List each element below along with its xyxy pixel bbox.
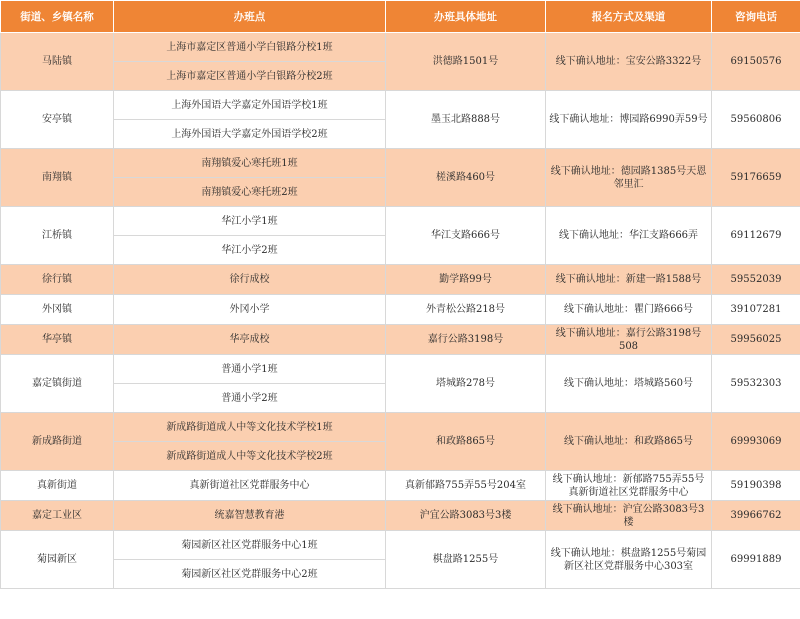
town-cell: 江桥镇 [1, 207, 114, 265]
signup-cell: 线下确认地址：宝安公路3322号 [546, 33, 712, 91]
site-cell: 华江小学2班 [114, 236, 386, 265]
table-row [1, 501, 800, 531]
address-cell: 嘉行公路3198号 [386, 325, 546, 355]
phone-cell: 59532303 [712, 355, 800, 413]
table-row [1, 471, 800, 501]
site-cell: 上海市嘉定区普通小学白银路分校2班 [114, 62, 386, 91]
site-cell: 新成路街道成人中等文化技术学校1班 [114, 413, 386, 442]
site-cell: 华江小学1班 [114, 207, 386, 236]
site-cell: 徐行成校 [114, 265, 386, 295]
address-cell: 墨玉北路888号 [386, 91, 546, 149]
table-row [1, 149, 800, 178]
signup-cell: 线下确认地址：棋盘路1255号菊园新区社区党群服务中心303室 [546, 531, 712, 589]
phone-cell: 59176659 [712, 149, 800, 207]
table-row [1, 265, 800, 295]
phone-cell: 69991889 [712, 531, 800, 589]
phone-cell: 59956025 [712, 325, 800, 355]
table-row [1, 33, 800, 62]
table-row [1, 91, 800, 120]
signup-cell: 线下确认地址：新建一路1588号 [546, 265, 712, 295]
town-cell: 嘉定工业区 [1, 501, 114, 531]
site-cell: 外冈小学 [114, 295, 386, 325]
site-cell: 南翔镇爱心寒托班1班 [114, 149, 386, 178]
town-cell: 菊园新区 [1, 531, 114, 589]
town-cell: 徐行镇 [1, 265, 114, 295]
header-town: 街道、乡镇名称 [1, 1, 114, 33]
phone-cell: 59190398 [712, 471, 800, 501]
table-row [1, 325, 800, 355]
site-cell: 上海市嘉定区普通小学白银路分校1班 [114, 33, 386, 62]
signup-cell: 线下确认地址：沪宜公路3083号3楼 [546, 501, 712, 531]
signup-cell: 线下确认地址：新郁路755弄55号真新街道社区党群服务中心 [546, 471, 712, 501]
header-site: 办班点 [114, 1, 386, 33]
site-cell: 菊园新区社区党群服务中心1班 [114, 531, 386, 560]
signup-cell: 线下确认地址：德园路1385号天恩邻里汇 [546, 149, 712, 207]
town-cell: 嘉定镇街道 [1, 355, 114, 413]
town-cell: 真新街道 [1, 471, 114, 501]
address-cell: 真新郁路755弄55号204室 [386, 471, 546, 501]
table-row [1, 531, 800, 560]
address-cell: 沪宜公路3083号3楼 [386, 501, 546, 531]
table-body [1, 33, 800, 589]
phone-cell: 39107281 [712, 295, 800, 325]
signup-cell: 线下确认地址：嘉行公路3198号508 [546, 325, 712, 355]
signup-cell: 线下确认地址：和政路865号 [546, 413, 712, 471]
header-phone: 咨询电话 [712, 1, 800, 33]
address-cell: 洪德路1501号 [386, 33, 546, 91]
header-row [1, 1, 800, 33]
address-cell: 勤学路99号 [386, 265, 546, 295]
phone-cell: 59552039 [712, 265, 800, 295]
site-cell: 华亭成校 [114, 325, 386, 355]
site-cell: 菊园新区社区党群服务中心2班 [114, 560, 386, 589]
town-cell: 马陆镇 [1, 33, 114, 91]
address-cell: 塔城路278号 [386, 355, 546, 413]
address-cell: 棋盘路1255号 [386, 531, 546, 589]
site-cell: 新成路街道成人中等文化技术学校2班 [114, 442, 386, 471]
header-address: 办班具体地址 [386, 1, 546, 33]
signup-cell: 线下确认地址：博园路6990弄59号 [546, 91, 712, 149]
signup-cell: 线下确认地址：华江支路666弄 [546, 207, 712, 265]
site-cell: 上海外国语大学嘉定外国语学校1班 [114, 91, 386, 120]
signup-cell: 线下确认地址：塔城路560号 [546, 355, 712, 413]
site-cell: 南翔镇爱心寒托班2班 [114, 178, 386, 207]
site-cell: 统嘉智慧教育港 [114, 501, 386, 531]
site-cell: 真新街道社区党群服务中心 [114, 471, 386, 501]
header-signup: 报名方式及渠道 [546, 1, 712, 33]
phone-cell: 69993069 [712, 413, 800, 471]
table-row [1, 295, 800, 325]
phone-cell: 69150576 [712, 33, 800, 91]
town-cell: 新成路街道 [1, 413, 114, 471]
table-row [1, 413, 800, 442]
phone-cell: 69112679 [712, 207, 800, 265]
table-row [1, 355, 800, 384]
site-cell: 上海外国语大学嘉定外国语学校2班 [114, 120, 386, 149]
town-cell: 南翔镇 [1, 149, 114, 207]
signup-cell: 线下确认地址：瞿门路666号 [546, 295, 712, 325]
address-cell: 和政路865号 [386, 413, 546, 471]
town-cell: 安亭镇 [1, 91, 114, 149]
site-cell: 普通小学2班 [114, 384, 386, 413]
table-row [1, 207, 800, 236]
town-cell: 外冈镇 [1, 295, 114, 325]
phone-cell: 59560806 [712, 91, 800, 149]
phone-cell: 39966762 [712, 501, 800, 531]
address-cell: 槎溪路460号 [386, 149, 546, 207]
site-cell: 普通小学1班 [114, 355, 386, 384]
address-cell: 华江支路666号 [386, 207, 546, 265]
address-cell: 外青松公路218号 [386, 295, 546, 325]
town-cell: 华亭镇 [1, 325, 114, 355]
